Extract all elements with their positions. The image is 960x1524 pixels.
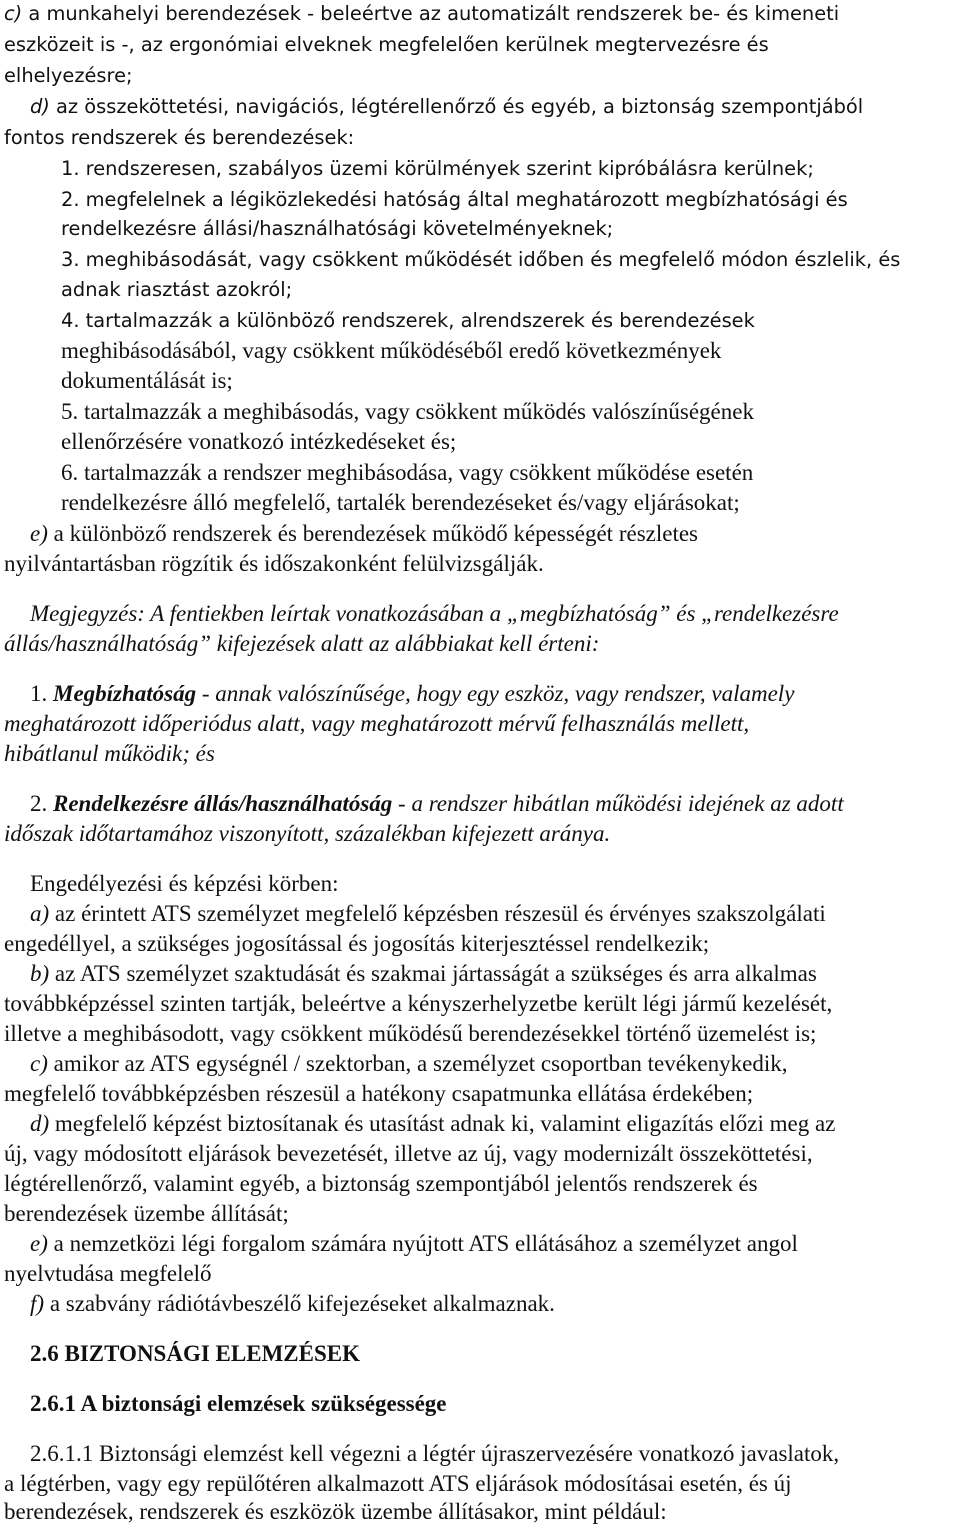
section-p-line-1: 2.6.1.1 Biztonsági elemzést kell végezni a légtér újraszervezésére vonatkozó javaslatok, xyxy=(30,1441,840,1466)
d-sub-4a: 4. tartalmazzák a különböző rendszerek, alrendszerek és berendezések xyxy=(61,309,755,332)
def2-line-2 xyxy=(4,822,610,845)
lic-a-letter: a) xyxy=(30,901,50,926)
c-item-line-3: elhelyezésre; xyxy=(4,64,133,87)
d-sub-3a: 3. meghibásodását, vagy csökkent működését időben és megfelelő módon észlelik, és xyxy=(61,248,901,271)
def1-line-1 xyxy=(30,682,794,705)
lic-a-line-2: engedéllyel, a szükséges jogosítással és jogosítás kiterjesztéssel rendelkezik; xyxy=(4,931,710,956)
section-heading xyxy=(30,1342,360,1365)
lic-e-line-2: nyelvtudása megfelelő xyxy=(4,1261,212,1286)
d-sub-5a: 5. tartalmazzák a meghibásodás, vagy csökkent működés valószínűségének xyxy=(61,399,754,424)
lic-f-text-1: a szabvány rádiótávbeszélő kifejezéseket alkalmaznak. xyxy=(44,1291,555,1316)
def2-rest: - a rendszer hibátlan működési idejének az adott xyxy=(392,791,844,816)
section-heading-text: 2.6 BIZTONSÁGI ELEMZÉSEK xyxy=(30,1341,360,1366)
d-item-line-1 xyxy=(30,97,863,116)
lic-a-line-1 xyxy=(30,902,826,925)
note-line-1 xyxy=(30,602,839,625)
e-item-text-1: a különböző rendszerek és berendezések működő képességét részletes xyxy=(53,521,698,546)
def1-text-2: meghatározott időperiódus alatt, vagy meghatározott mérvű felhasználás mellett, xyxy=(4,711,750,736)
def1-rest: - annak valószínűsége, hogy egy eszköz, vagy rendszer, valamely xyxy=(196,681,795,706)
section-subheading xyxy=(30,1392,447,1415)
d-item-line-2: fontos rendszerek és berendezések: xyxy=(4,126,355,149)
lic-d-line-3: légtérellenőrző, valamint egyéb, a biztonság szempontjából jelentős rendszerek és xyxy=(4,1171,758,1196)
d-sub-2a: 2. megfelelnek a légiközlekedési hatóság által meghatározott megbízhatósági és xyxy=(61,188,848,211)
lic-d-line-2: új, vagy módosított eljárások bevezetését, illetve az új, vagy modernizált összeköttetési, xyxy=(4,1141,813,1166)
lic-c-line-1 xyxy=(30,1052,787,1075)
section-p-line-2: a légtérben, vagy egy repülőtéren alkalmazott ATS eljárások módosításai esetén, és új xyxy=(4,1471,792,1496)
def2-term: Rendelkezésre állás/használhatóság xyxy=(53,791,393,816)
lic-d-line-4: berendezések üzembe állítását; xyxy=(4,1201,289,1226)
lic-c-letter: c) xyxy=(30,1051,48,1076)
lic-c-line-2: megfelelő továbbképzésben részesül a hatékony csapatmunka ellátása érdekében; xyxy=(4,1081,754,1106)
note-text-2: állás/használhatóság” kifejezések alatt az alábbiakat kell érteni: xyxy=(4,631,600,656)
lic-a-text-1: az érintett ATS személyzet megfelelő képzésben részesül és érvényes szakszolgálati xyxy=(49,901,826,926)
e-item-letter: e) xyxy=(30,521,48,546)
c-item-text-1: a munkahelyi berendezések - beleértve az automatizált rendszerek be- és kimeneti xyxy=(28,2,840,25)
lic-d-text-1: megfelelő képzést biztosítanak és utasítást adnak ki, valamint eligazítás előzi meg az xyxy=(49,1111,836,1136)
d-sub-6b: rendelkezésre álló megfelelő, tartalék berendezéseket és/vagy eljárásokat; xyxy=(61,490,740,515)
d-sub-4c: dokumentálását is; xyxy=(61,368,233,393)
d-sub-3b: adnak riasztást azokról; xyxy=(61,278,293,301)
lic-d-line-1 xyxy=(30,1112,835,1135)
note-line-2 xyxy=(4,632,599,655)
lic-f-line-1 xyxy=(30,1292,555,1315)
d-item-letter: d) xyxy=(30,95,50,118)
def2-num: 2. xyxy=(30,791,48,816)
lic-e-text-1: a nemzetközi légi forgalom számára nyújtott ATS ellátásához a személyzet angol xyxy=(47,1231,798,1256)
e-item-line-2: nyilvántartásban rögzítik és időszakonként felülvizsgálják. xyxy=(4,551,544,576)
lic-b-line-1 xyxy=(30,962,817,985)
d-sub-4b: meghibásodásából, vagy csökkent működéséből eredő következmények xyxy=(61,338,722,363)
d-sub-2b: rendelkezésre állási/használhatósági követelményeknek; xyxy=(61,217,614,240)
lic-f-letter: f) xyxy=(30,1291,45,1316)
lic-b-line-3: illetve a meghibásodott, vagy csökkent működésű berendezésekkel történő üzemelést is; xyxy=(4,1021,817,1046)
note-text-1: Megjegyzés: A fentiekben leírtak vonatkozásában a „megbízhatóság” és „rendelkezésre xyxy=(30,601,839,626)
d-sub-6a: 6. tartalmazzák a rendszer meghibásodása, vagy csökkent működése esetén xyxy=(61,460,754,485)
def2-line-1 xyxy=(30,792,844,815)
c-item-letter: c) xyxy=(4,2,23,25)
lic-e-line-1 xyxy=(30,1232,798,1255)
e-item-line-1 xyxy=(30,522,698,545)
section-p-line-3: berendezések, rendszerek és eszközök üzembe állításakor, mint például: xyxy=(4,1499,667,1524)
section-subheading-text: 2.6.1 A biztonsági elemzések szükségessége xyxy=(30,1391,447,1416)
lic-d-letter: d) xyxy=(30,1111,50,1136)
lic-c-text-1: amikor az ATS egységnél / szektorban, a személyzet csoportban tevékenykedik, xyxy=(47,1051,788,1076)
def2-text-2: időszak időtartamához viszonyított, százalékban kifejezett aránya. xyxy=(4,821,611,846)
def1-line-3 xyxy=(4,742,215,765)
d-sub-5b: ellenőrzésére vonatkozó intézkedéseket és; xyxy=(61,429,457,454)
d-sub-1: 1. rendszeresen, szabályos üzemi körülmények szerint kipróbálásra kerülnek; xyxy=(61,157,814,180)
def1-text-3: hibátlanul működik; és xyxy=(4,741,215,766)
lic-b-text-1: az ATS személyzet szaktudását és szakmai jártasságát a szükséges és arra alkalmas xyxy=(49,961,817,986)
lic-b-letter: b) xyxy=(30,961,50,986)
def1-line-2 xyxy=(4,712,749,735)
licensing-intro: Engedélyezési és képzési körben: xyxy=(30,871,339,896)
lic-b-line-2: továbbképzéssel szinten tartják, beleértve a kényszerhelyzetbe került légi jármű kezelését, xyxy=(4,991,833,1016)
def1-term: Megbízhatóság xyxy=(53,681,197,706)
c-item-line-2: eszközeit is -, az ergonómiai elveknek megfelelően kerülnek megtervezésre és xyxy=(4,33,769,56)
c-item-line-1 xyxy=(4,4,839,23)
d-item-text-1: az összeköttetési, navigációs, légtérellenőrző és egyéb, a biztonság szempontjából xyxy=(56,95,864,118)
lic-e-letter: e) xyxy=(30,1231,48,1256)
def1-num: 1. xyxy=(30,681,48,706)
